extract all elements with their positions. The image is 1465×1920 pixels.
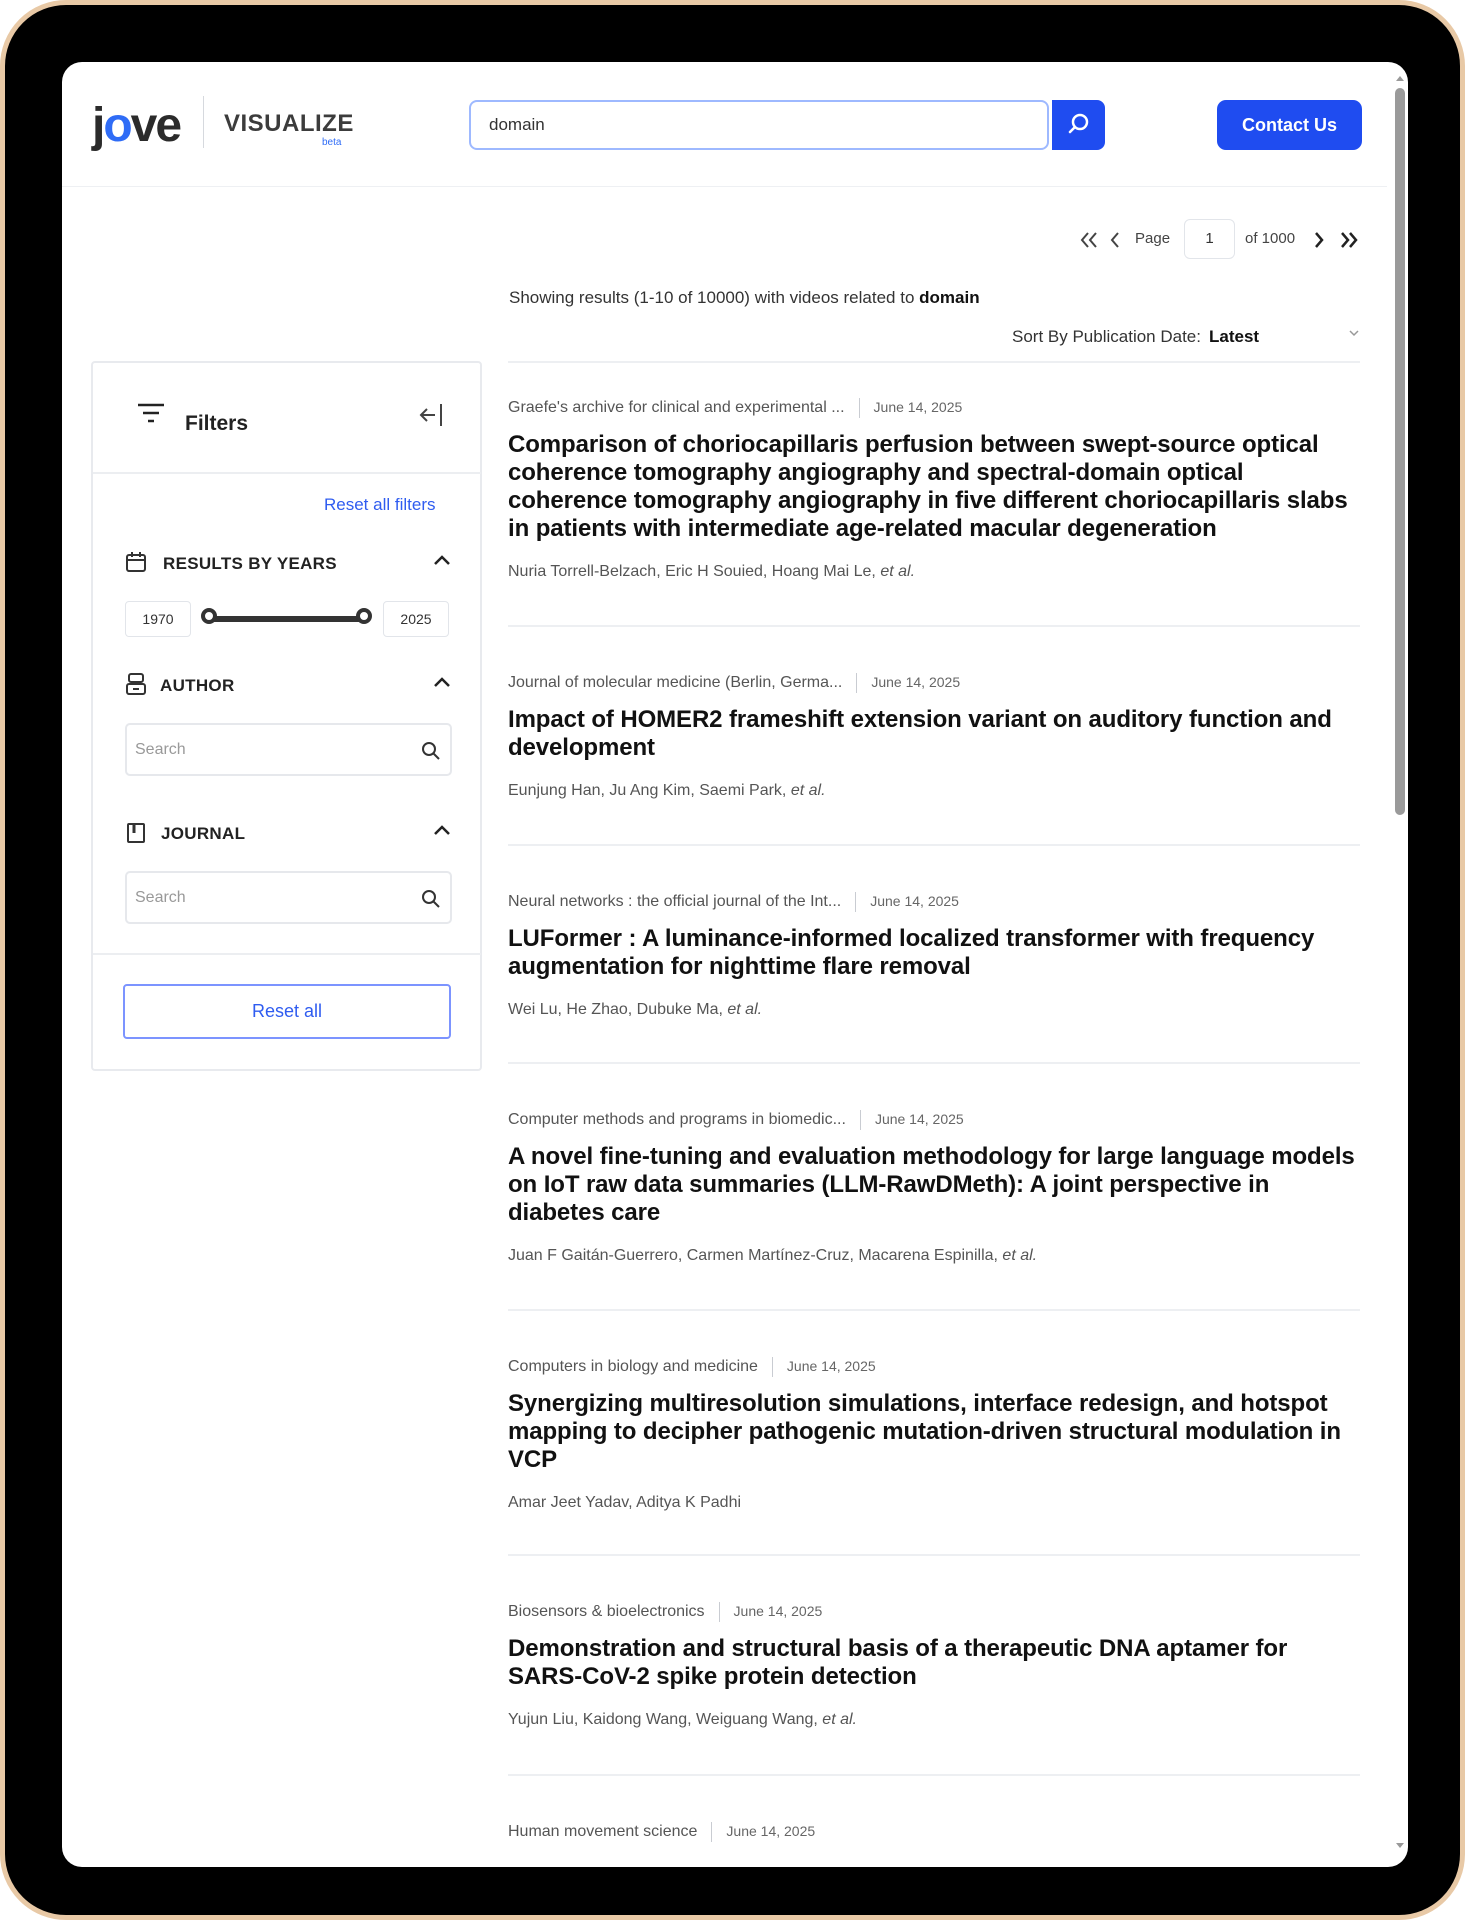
filters-panel: [91, 361, 482, 1071]
result-authors: [508, 1711, 1360, 1729]
result-date: June 14, 2025: [870, 893, 959, 909]
result-etal: et al.: [727, 1001, 763, 1018]
author-search-input[interactable]: [125, 723, 452, 776]
result-meta: [508, 1354, 1360, 1378]
chevron-down-icon[interactable]: [1347, 326, 1361, 340]
result-author-list: Amar Jeet Yadav, Aditya K Padhi: [508, 1494, 742, 1511]
page-total: of 1000: [1245, 230, 1296, 247]
result-item[interactable]: [508, 1107, 1360, 1265]
result-etal: et al.: [822, 1711, 857, 1728]
result-item[interactable]: [508, 1354, 1360, 1512]
sort-value: Latest: [1208, 327, 1260, 346]
result-journal[interactable]: Human movement science: [508, 1823, 698, 1840]
meta-divider: [719, 1602, 720, 1622]
result-etal: et al.: [790, 782, 826, 799]
result-title[interactable]: Comparison of choriocapillaris perfusion between swept-source optical coherence tomography angiography and spectral-domain optical coherence tomography angiography in five different choriocapillaris slabs in patients with intermediate age-related macular degeneration: [508, 431, 1348, 542]
results-summary: [509, 288, 980, 308]
summary-text: Showing results (1-10 of 10000) with videos related to: [509, 288, 915, 307]
result-meta: [508, 1819, 1360, 1843]
result-divider: [508, 1774, 1360, 1776]
journal-icon: [125, 822, 147, 844]
result-date: June 14, 2025: [726, 1823, 816, 1839]
author-section-title: AUTHOR: [160, 676, 235, 695]
contact-us-button[interactable]: Contact Us: [1217, 100, 1362, 150]
result-title[interactable]: Impact of HOMER2 frameshift extension variant on auditory function and development: [508, 706, 1332, 761]
first-page-icon[interactable]: [1078, 230, 1100, 250]
collapse-sidebar-icon[interactable]: [417, 402, 445, 428]
author-icon: [125, 672, 147, 696]
sidebar-divider: [93, 953, 481, 955]
calendar-icon: [125, 551, 147, 573]
last-page-icon[interactable]: [1338, 230, 1360, 250]
logo-text-start: j: [92, 99, 104, 152]
reset-all-filters-link[interactable]: Reset all filters: [324, 495, 436, 514]
reset-all-button[interactable]: Reset all: [123, 984, 451, 1039]
result-item[interactable]: [508, 889, 1360, 1019]
results-divider: [508, 361, 1360, 363]
result-item[interactable]: [508, 1819, 1360, 1843]
result-divider: [508, 844, 1360, 846]
meta-divider: [772, 1357, 773, 1377]
result-journal[interactable]: Neural networks : the official journal of the Int...: [508, 893, 842, 910]
result-authors: [508, 782, 1360, 800]
meta-divider: [860, 1110, 861, 1130]
logo-chat-icon: o: [103, 99, 131, 152]
result-authors: [508, 1494, 1360, 1512]
chevron-up-icon[interactable]: [432, 674, 452, 690]
journal-search-input[interactable]: [125, 871, 452, 924]
search-value: domain: [489, 115, 545, 134]
result-date: June 14, 2025: [733, 1603, 823, 1619]
year-slider-max-handle[interactable]: [356, 608, 372, 624]
result-date: June 14, 2025: [874, 1111, 964, 1127]
page-number-input[interactable]: 1: [1184, 219, 1235, 259]
result-date: June 14, 2025: [786, 1358, 876, 1374]
result-meta: [508, 670, 1360, 694]
meta-divider: [856, 673, 857, 693]
logo-text-end: ve: [130, 99, 181, 152]
page-label: Page: [1135, 230, 1171, 247]
scroll-up-icon[interactable]: [1395, 74, 1405, 82]
result-divider: [508, 625, 1360, 627]
result-author-list: Yujun Liu, Kaidong Wang, Weiguang Wang,: [508, 1711, 818, 1728]
filters-title: Filters: [185, 412, 249, 435]
result-meta: [508, 1599, 1360, 1623]
result-authors: [508, 1247, 1360, 1265]
author-search-placeholder: Search: [135, 741, 186, 758]
result-author-list: Nuria Torrell-Belzach, Eric H Souied, Hoang Mai Le,: [508, 563, 876, 580]
search-input[interactable]: [469, 100, 1049, 150]
logo-divider: [203, 96, 204, 148]
result-author-list: Juan F Gaitán-Guerrero, Carmen Martínez-Cruz, Macarena Espinilla,: [508, 1247, 998, 1264]
year-slider-track[interactable]: [208, 616, 366, 622]
meta-divider: [711, 1822, 712, 1842]
beta-badge: beta: [322, 137, 342, 148]
chevron-up-icon[interactable]: [432, 552, 452, 568]
result-meta: [508, 1107, 1360, 1131]
search-button[interactable]: [1052, 100, 1105, 150]
result-item[interactable]: [508, 1599, 1360, 1729]
sort-label: Sort By Publication Date:: [1012, 327, 1201, 346]
year-slider-min-handle[interactable]: [201, 608, 217, 624]
result-authors: [508, 1001, 1360, 1019]
result-meta: [508, 889, 1360, 913]
years-section-title: RESULTS BY YEARS: [163, 554, 337, 573]
result-journal[interactable]: Computers in biology and medicine: [508, 1358, 758, 1375]
scrollbar-thumb[interactable]: [1395, 88, 1405, 815]
filter-icon: [136, 402, 166, 426]
result-author-list: Eunjung Han, Ju Ang Kim, Saemi Park,: [508, 782, 787, 799]
meta-divider: [855, 892, 856, 912]
result-title[interactable]: Demonstration and structural basis of a therapeutic DNA aptamer for SARS-CoV-2 spike protein detection: [508, 1635, 1288, 1690]
scroll-down-icon[interactable]: [1395, 1842, 1405, 1850]
prev-page-icon[interactable]: [1108, 230, 1122, 250]
summary-term: domain: [919, 288, 980, 307]
next-page-icon[interactable]: [1312, 230, 1326, 250]
sort-dropdown[interactable]: [1012, 327, 1259, 347]
result-item[interactable]: [508, 670, 1360, 800]
result-etal: et al.: [1002, 1247, 1038, 1264]
jove-logo[interactable]: [92, 98, 180, 153]
result-etal: et al.: [880, 563, 916, 580]
result-meta: [508, 395, 1360, 419]
meta-divider: [859, 398, 860, 418]
result-item[interactable]: [508, 395, 1360, 581]
result-title[interactable]: A novel fine-tuning and evaluation methodology for large language models on IoT raw data summaries (LLM-RawDMeth): A joint perspective in diabetes care: [508, 1143, 1355, 1226]
year-min-input[interactable]: 1970: [125, 601, 191, 637]
year-max-input[interactable]: 2025: [383, 601, 449, 637]
header-divider: [62, 186, 1387, 187]
result-journal[interactable]: Graefe's archive for clinical and experimental ...: [508, 399, 845, 416]
result-journal[interactable]: Biosensors & bioelectronics: [508, 1603, 705, 1620]
search-icon: [1052, 100, 1105, 150]
result-date: June 14, 2025: [873, 399, 963, 415]
result-divider: [508, 1062, 1360, 1064]
result-journal[interactable]: Computer methods and programs in biomedic...: [508, 1111, 846, 1128]
app-screen: [62, 62, 1408, 1867]
journal-search-placeholder: Search: [135, 889, 186, 906]
sidebar-divider: [93, 472, 481, 474]
product-name: VISUALIZE: [224, 110, 354, 137]
result-title[interactable]: Synergizing multiresolution simulations, interface redesign, and hotspot mapping to decipher pathogenic mutation-driven structural modulation in VCP: [508, 1390, 1341, 1473]
result-authors: [508, 563, 1360, 581]
result-author-list: Wei Lu, He Zhao, Dubuke Ma,: [508, 1001, 723, 1018]
search-icon: [420, 888, 442, 910]
search-icon: [420, 740, 442, 762]
journal-section-title: JOURNAL: [161, 824, 246, 843]
result-title[interactable]: LUFormer : A luminance-informed localized transformer with frequency augmentation for nighttime flare removal: [508, 925, 1315, 980]
result-divider: [508, 1554, 1360, 1556]
result-date: June 14, 2025: [871, 674, 961, 690]
chevron-up-icon[interactable]: [432, 822, 452, 838]
result-journal[interactable]: Journal of molecular medicine (Berlin, Germa...: [508, 674, 843, 691]
result-divider: [508, 1309, 1360, 1311]
